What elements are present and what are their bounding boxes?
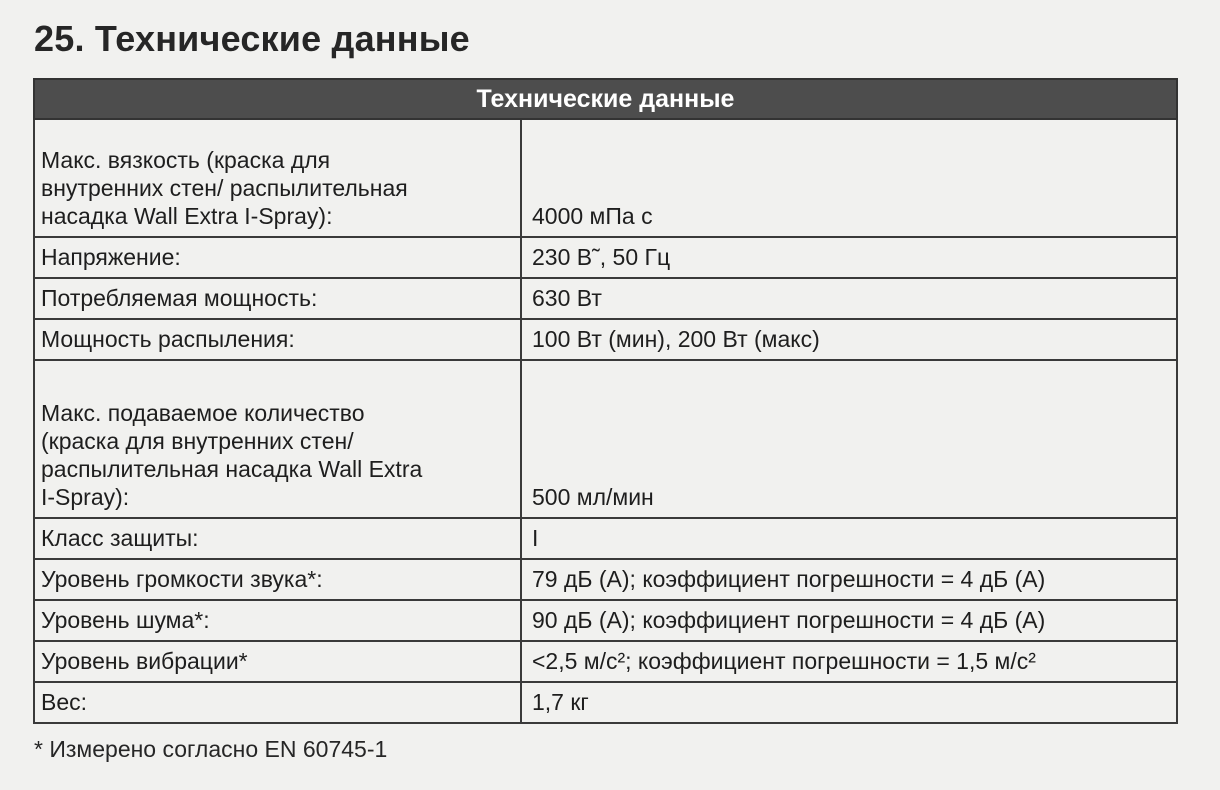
table-row bbox=[34, 559, 1177, 600]
spec-label-vibration: Уровень вибрации* bbox=[34, 641, 521, 682]
spec-label-noise-level: Уровень шума*: bbox=[34, 600, 521, 641]
spec-value-voltage: 230 В˜, 50 Гц bbox=[521, 237, 1177, 278]
table-row bbox=[34, 600, 1177, 641]
table-row bbox=[34, 319, 1177, 360]
table-row bbox=[34, 360, 1177, 518]
spec-value-viscosity: 4000 мПа с bbox=[521, 119, 1177, 237]
spec-value-spray-power: 100 Вт (мин), 200 Вт (макс) bbox=[521, 319, 1177, 360]
footnote: * Измерено согласно EN 60745-1 bbox=[34, 736, 388, 762]
table-row bbox=[34, 682, 1177, 723]
table-row bbox=[34, 518, 1177, 559]
spec-value-sound-power: 79 дБ (А); коэффициент погрешности = 4 дБ (А) bbox=[521, 559, 1177, 600]
spec-label-viscosity: Макс. вязкость (краска для внутренних стен/ распылительная насадка Wall Extra I-Spray): bbox=[34, 119, 521, 237]
spec-value-max-flow: 500 мл/мин bbox=[521, 360, 1177, 518]
spec-value-noise-level: 90 дБ (А); коэффициент погрешности = 4 дБ (А) bbox=[521, 600, 1177, 641]
spec-label-power-consumption: Потребляемая мощность: bbox=[34, 278, 521, 319]
spec-label-spray-power: Мощность распыления: bbox=[34, 319, 521, 360]
table-header: Технические данные bbox=[34, 79, 1177, 119]
spec-label-voltage: Напряжение: bbox=[34, 237, 521, 278]
table-row bbox=[34, 641, 1177, 682]
spec-value-power-consumption: 630 Вт bbox=[521, 278, 1177, 319]
table-header-row bbox=[34, 79, 1177, 119]
table-row bbox=[34, 119, 1177, 237]
spec-value-protection-class: I bbox=[521, 518, 1177, 559]
tech-specs-table bbox=[33, 78, 1178, 724]
spec-label-sound-power: Уровень громкости звука*: bbox=[34, 559, 521, 600]
spec-label-max-flow: Макс. подаваемое количество (краска для внутренних стен/ распылительная насадка Wall Extra I-Spray): bbox=[34, 360, 521, 518]
spec-value-weight: 1,7 кг bbox=[521, 682, 1177, 723]
spec-value-vibration: <2,5 м/с²; коэффициент погрешности = 1,5 м/с² bbox=[521, 641, 1177, 682]
spec-label-weight: Вес: bbox=[34, 682, 521, 723]
table-row bbox=[34, 278, 1177, 319]
page-title: 25. Технические данные bbox=[34, 18, 470, 59]
table-row bbox=[34, 237, 1177, 278]
spec-label-protection-class: Класс защиты: bbox=[34, 518, 521, 559]
